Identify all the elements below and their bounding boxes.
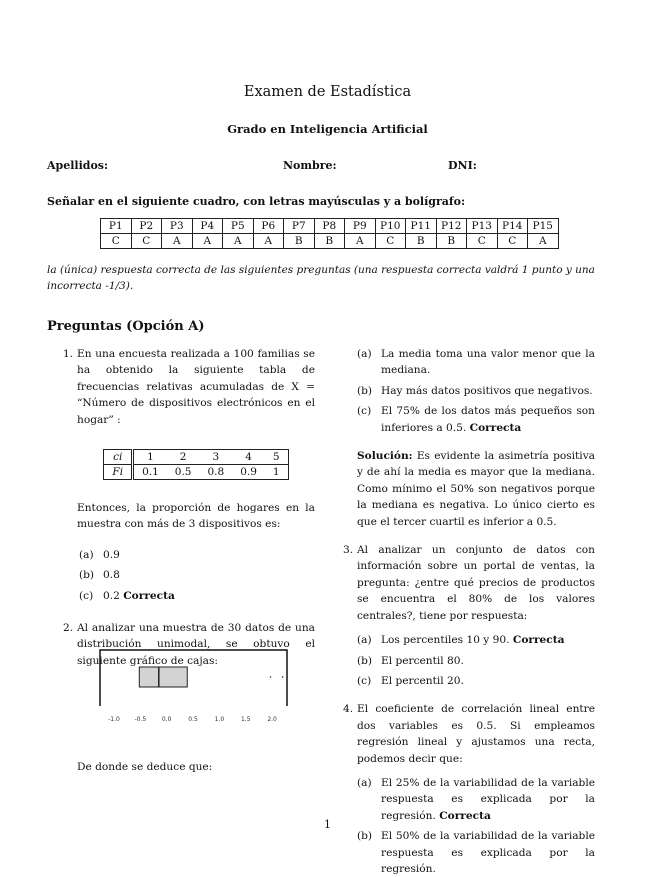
option-label: (a) — [357, 776, 372, 789]
question-text: Entonces, la proporción de hogares en la muestra con más de 3 dispositivos es: — [77, 502, 315, 531]
answer-option — [79, 588, 315, 604]
cell: 0.8 — [207, 466, 225, 479]
right-column — [343, 346, 595, 877]
answer-cell: C — [497, 234, 528, 249]
answer-header-cell: P4 — [192, 219, 223, 234]
tick-label: -1.0 — [108, 716, 120, 723]
exam-subtitle: Grado en Inteligencia Artificial — [227, 122, 428, 136]
question-number: 3. — [343, 544, 354, 557]
answer-header-cell: P7 — [284, 219, 315, 234]
name-label: Nombre: — [283, 159, 337, 172]
answer-cell: A — [162, 234, 193, 249]
question-4 — [343, 701, 595, 877]
answer-cell: C — [101, 234, 132, 249]
question-number: 4. — [343, 703, 354, 716]
answer-cell: B — [284, 234, 315, 249]
answer-cell: C — [467, 234, 498, 249]
answer-option — [357, 632, 595, 648]
question-text: El coeficiente de correlación lineal entre dos variables es 0.5. Si empleamos regresión lineal y ajustamos una recta, podemos decir que: — [357, 703, 595, 765]
q2-followup: De donde se deduce que: — [77, 761, 213, 773]
cell: 2 — [167, 450, 200, 465]
option-label: (c) — [357, 674, 372, 687]
correct-mark: Correcta — [439, 809, 491, 822]
option-label: (b) — [357, 830, 373, 843]
option-text: El percentil 80. — [381, 654, 464, 667]
answer-header-cell: P6 — [253, 219, 284, 234]
answer-cell: A — [528, 234, 559, 249]
surname-label: Apellidos: — [47, 159, 109, 172]
answer-cell: B — [406, 234, 437, 249]
option-text: 0.2 — [103, 589, 120, 602]
exam-title: Examen de Estadística — [243, 84, 412, 100]
answer-option — [357, 673, 595, 689]
option-label: (b) — [79, 569, 95, 582]
solution-text: Es evidente la asimetría positiva y de ahí la media es mayor que la mediana. Como mínimo el 50% son negativos porque la mediana es negativa. Lo único cierto es que el tercer cuartil es inferior a 0.5. — [357, 450, 595, 528]
option-text: Los percentiles 10 y 90. — [381, 634, 510, 647]
solution — [357, 448, 595, 530]
boxplot-chart — [95, 645, 295, 730]
row-label: Fi — [104, 465, 133, 480]
cell: 0.9 — [240, 466, 257, 479]
option-text: Hay más datos positivos que negativos. — [381, 384, 593, 397]
answer-option — [357, 828, 595, 877]
answer-option — [357, 775, 595, 824]
answer-cell: A — [223, 234, 254, 249]
option-label: (b) — [357, 654, 373, 667]
option-text: El 25% de la variabilidad de la variable respuesta es explicada por la regresión. — [381, 776, 595, 822]
answer-header-cell: P11 — [406, 219, 437, 234]
question-text: Al analizar un conjunto de datos con información sobre un portal de ventas, la pregunta: ¿entre qué precios de productos se encuentra el 80% de los valores centrales?, tiene por respuesta: — [357, 544, 595, 622]
question-number: 1. — [63, 348, 74, 360]
answer-option — [357, 383, 595, 399]
option-text: El percentil 20. — [381, 674, 464, 687]
option-label: (c) — [79, 589, 94, 602]
question-text: Al analizar una muestra de 30 datos de una distribución unimodal, se obtuvo el siguiente gráfico de cajas: — [77, 622, 315, 667]
option-label: (a) — [357, 348, 372, 360]
left-column — [63, 346, 315, 669]
option-text: 0.8 — [103, 569, 120, 582]
correct-mark: Correcta — [469, 421, 522, 434]
option-text: 0.9 — [103, 548, 120, 561]
tick-label: 1.0 — [214, 716, 225, 723]
answer-option — [79, 567, 315, 583]
option-label: (b) — [357, 384, 373, 397]
tick-label: 0.5 — [188, 716, 198, 723]
page-number: 1 — [324, 818, 331, 831]
answer-header-cell: P10 — [375, 219, 406, 234]
option-text: El 50% de la variabilidad de la variable respuesta es explicada por la regresión. — [381, 830, 595, 875]
answer-cell: A — [345, 234, 376, 249]
cell: 1 — [272, 466, 280, 479]
correct-mark: Correcta — [123, 589, 175, 602]
cell: 5 — [265, 450, 288, 465]
option-label: (a) — [357, 634, 372, 647]
answer-header-cell: P12 — [436, 219, 467, 234]
cell: 3 — [199, 450, 232, 465]
answer-header-cell: P5 — [223, 219, 254, 234]
option-label: (a) — [79, 548, 94, 561]
answer-header-cell: P2 — [131, 219, 162, 234]
option-label: (c) — [357, 405, 372, 418]
row-label: ci — [104, 450, 133, 465]
plot-frame — [100, 650, 287, 706]
answer-header-cell: P15 — [528, 219, 559, 234]
tick-label: 2.0 — [267, 716, 277, 723]
question-1 — [63, 346, 315, 604]
outlier-point — [282, 676, 284, 678]
scoring-note: la (única) respuesta correcta de las siguientes preguntas (una respuesta correcta valdrá 1 punto y una incorrecta -1/3). — [47, 264, 595, 292]
answer-cell: B — [436, 234, 467, 249]
question-3 — [343, 542, 595, 689]
answer-option — [357, 346, 595, 379]
option-text: El 75% de los datos más pequeños son inferiores a 0.5. — [381, 405, 595, 434]
outlier-point — [270, 676, 272, 678]
box — [139, 667, 187, 687]
dni-label: DNI: — [448, 159, 477, 172]
tick-label: 0.0 — [161, 716, 172, 723]
section-title: Preguntas (Opción A) — [47, 319, 205, 334]
cell: 0.1 — [142, 466, 159, 479]
option-text: La media toma una valor menor que la mediana. — [381, 348, 595, 377]
answer-header-cell: P9 — [345, 219, 376, 234]
tick-label: 1.5 — [240, 716, 251, 723]
instructions: Señalar en el siguiente cuadro, con letras mayúsculas y a bolígrafo: — [47, 195, 466, 208]
answer-cell: B — [314, 234, 345, 249]
cell: 1 — [133, 450, 167, 465]
question-number: 2. — [63, 622, 74, 635]
frequency-table — [103, 449, 288, 480]
cell: 0.5 — [174, 466, 192, 479]
cell: 4 — [232, 450, 265, 465]
answer-cell: A — [192, 234, 223, 249]
answer-header-cell: P14 — [497, 219, 528, 234]
answer-table — [100, 218, 559, 249]
answer-option — [79, 547, 315, 563]
tick-label: -0.5 — [134, 716, 147, 723]
answer-header-cell: P13 — [467, 219, 498, 234]
answer-header-cell: P8 — [314, 219, 345, 234]
answer-header-cell: P3 — [162, 219, 193, 234]
answer-cell: C — [375, 234, 406, 249]
answer-option — [357, 653, 595, 669]
answer-option — [357, 403, 595, 436]
answer-cell: A — [253, 234, 284, 249]
answer-header-cell: P1 — [101, 219, 132, 234]
question-text: En una encuesta realizada a 100 familias se ha obtenido la siguiente tabla de frecuencias relativas acumuladas de X = “Número de dispositivos electrónicos en el hogar” : — [77, 348, 315, 426]
solution-label: Solución: — [357, 450, 413, 463]
answer-cell: C — [131, 234, 162, 249]
correct-mark: Correcta — [512, 634, 565, 647]
